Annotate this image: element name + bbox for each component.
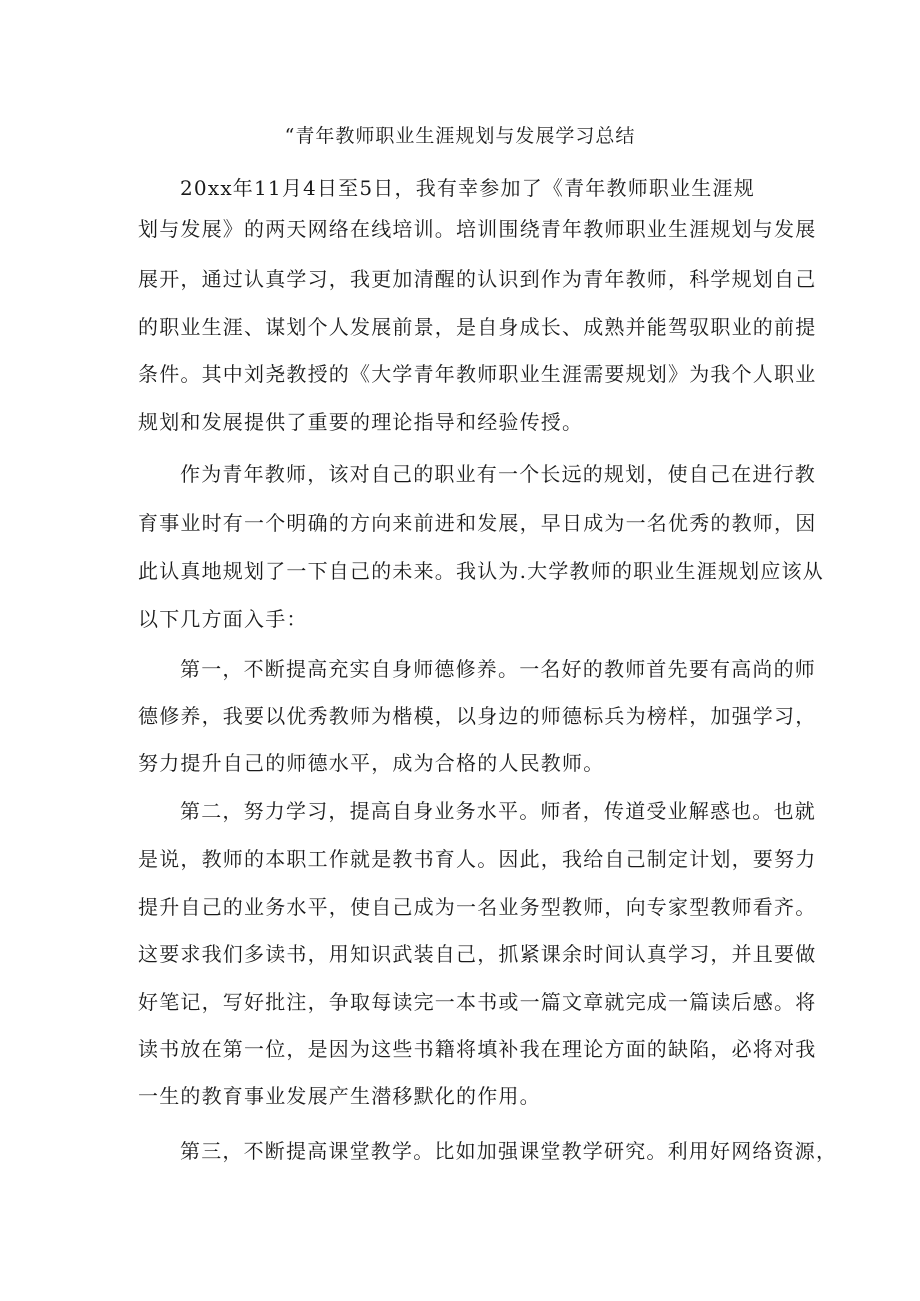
- paragraph-line: 读书放在第一位，是因为这些书籍将填补我在理论方面的缺陷，必将对我: [138, 1037, 817, 1061]
- paragraph-line: 作为青年教师，该对自己的职业有一个长远的规划，使自己在进行教: [180, 462, 816, 486]
- paragraph-line: 20xx年11月4日至5日，我有幸参加了《青年教师职业生涯规: [180, 176, 755, 200]
- paragraph-line: 一生的教育事业发展产生潜移默化的作用。: [138, 1084, 541, 1108]
- paragraph-line: 第二，努力学习，提高自身业务水平。师者，传道受业解惑也。也就: [180, 799, 816, 823]
- paragraph-line: 展开，通过认真学习，我更加清醒的认识到作为青年教师，科学规划自己: [138, 267, 817, 291]
- paragraph-line: 提升自己的业务水平，使自己成为一名业务型教师，向专家型教师看齐。: [138, 895, 817, 919]
- paragraph-line: 的职业生涯、谋划个人发展前景，是自身成长、成熟并能驾驭职业的前提: [138, 315, 817, 339]
- paragraph-line: 德修养，我要以优秀教师为楷模，以身边的师德标兵为榜样，加强学习，: [138, 704, 817, 728]
- paragraph-line: 育事业时有一个明确的方向来前进和发展，早日成为一名优秀的教师，因: [138, 511, 817, 535]
- paragraph-line: 是说，教师的本职工作就是教书育人。因此，我给自己制定计划，要努力: [138, 847, 817, 871]
- paragraph-line: 好笔记，写好批注，争取每读完一本书或一篇文章就完成一篇读后感。将: [138, 990, 817, 1014]
- paragraph-line: 第一，不断提高充实自身师德修养。一名好的教师首先要有高尚的师: [180, 657, 816, 681]
- paragraph-line: 划与发展》的两天网络在线培训。培训围绕青年教师职业生涯规划与发展: [138, 217, 817, 241]
- paragraph-line: 以下几方面入手：: [138, 607, 308, 631]
- document-title: “青年教师职业生涯规划与发展学习总结: [284, 125, 636, 147]
- paragraph-line: 努力提升自己的师德水平，成为合格的人民教师。: [138, 751, 605, 775]
- paragraph-line: 第三，不断提高课堂教学。比如加强课堂教学研究。利用好网络资源，: [180, 1139, 838, 1163]
- paragraph-line: 这要求我们多读书，用知识武装自己，抓紧课余时间认真学习，并且要做: [138, 942, 817, 966]
- paragraph-line: 此认真地规划了一下自己的未来。我认为.大学教师的职业生涯规划应该从: [138, 559, 824, 583]
- paragraph-line: 条件。其中刘尧教授的《大学青年教师职业生涯需要规划》为我个人职业: [138, 362, 817, 386]
- paragraph-line: 规划和发展提供了重要的理论指导和经验传授。: [138, 410, 584, 434]
